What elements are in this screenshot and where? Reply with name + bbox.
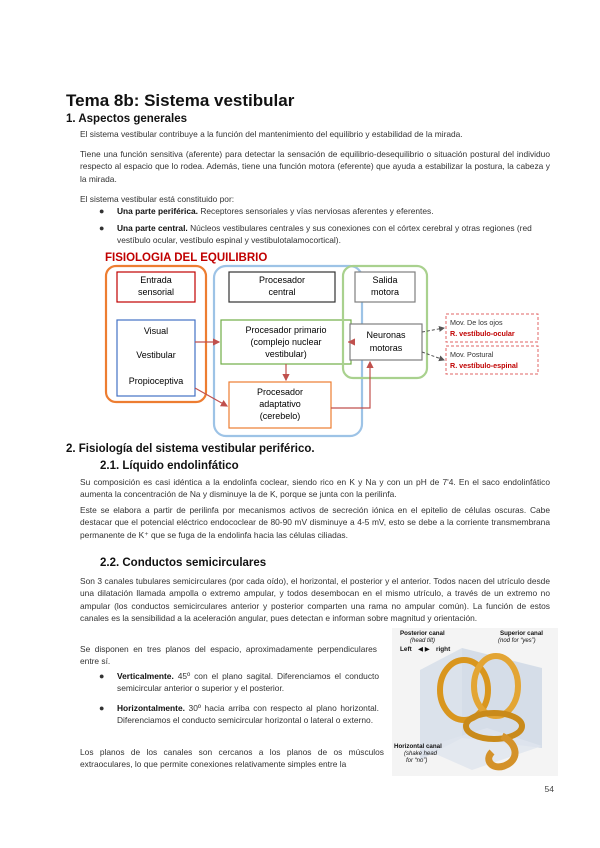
posterior-canal-label: Posterior canal bbox=[400, 630, 445, 637]
bullet-dot-icon: ● bbox=[99, 703, 105, 713]
entrada-label: Entrada bbox=[140, 275, 172, 285]
section-1-paragraph-3: El sistema vestibular está constituido por: bbox=[80, 194, 235, 204]
neuronas-label: motoras bbox=[369, 343, 403, 353]
bullet-bold: Verticalmente. bbox=[117, 671, 174, 681]
subsection-2-1-paragraph-2: Este se elabora a partir de perilinfa por mecanismos activos de secreción iónica en el epitelio de células oscuras. Cabe destacar que el potencial eléctrico endococlear de 80-90 mV disminuye a 4-5 mV, esto se debe a la corriente transmembrana permanente de K⁺ que se fuga de la endolinfa hacia las células ciliadas. bbox=[80, 505, 550, 540]
bullet-text: 45º con el plano sagital. Diferenciamos el conducto semicircular anterior o superior y el posterior. bbox=[117, 671, 379, 694]
input-propioceptiva: Propioceptiva bbox=[128, 376, 184, 386]
subsection-2-2-paragraph-2: Se disponen en tres planos del espacio, aproximadamente perpendiculares entre sí. bbox=[80, 644, 377, 667]
bullet-item bbox=[99, 702, 379, 727]
output-espinal-line2: R. vestíbulo-espinal bbox=[450, 361, 518, 370]
bullet-item bbox=[99, 205, 547, 217]
section-2-heading: 2. Fisiología del sistema vestibular periférico. bbox=[66, 443, 315, 455]
output-ocular-line2: R. vestíbulo-ocular bbox=[450, 329, 515, 338]
horizontal-canal-sublabel: for “no”) bbox=[406, 758, 428, 764]
bullet-item bbox=[99, 670, 379, 695]
salida-label: motora bbox=[370, 287, 400, 297]
arrow-neurons-ocular bbox=[422, 328, 444, 332]
subsection-2-1-paragraph-1: Su composición es casi idéntica a la endolinfa coclear, siendo rico en K y Na y con un pH de 7'4. En el saco endolinfático aumenta la concentración de Na y disminuye la de K, porque se junta con la perilinfa. bbox=[80, 477, 550, 500]
input-vestibular: Vestibular bbox=[136, 350, 176, 360]
horizontal-canal-label: Horizontal canal bbox=[394, 743, 442, 750]
equilibrium-diagram bbox=[100, 248, 545, 438]
output-ocular-line1: Mov. De los ojos bbox=[450, 318, 503, 327]
arrow-neurons-espinal bbox=[422, 352, 444, 360]
semicircular-canals-figure bbox=[392, 628, 558, 776]
right-label: right bbox=[436, 646, 451, 653]
bullet-dot-icon: ● bbox=[99, 206, 105, 216]
bullet-dot-icon: ● bbox=[99, 671, 105, 681]
output-espinal-line1: Mov. Postural bbox=[450, 350, 494, 359]
arrow-input-adaptive bbox=[195, 388, 227, 406]
section-1-paragraph-1: El sistema vestibular contribuye a la función del mantenimiento del equilibrio y estabilidad de la mirada. bbox=[80, 129, 463, 139]
horizontal-canal-sublabel: (shake head bbox=[404, 751, 438, 757]
procesador-central-label: central bbox=[268, 287, 296, 297]
neuronas-label: Neuronas bbox=[366, 330, 406, 340]
bullet-bold: Una parte central. bbox=[117, 223, 188, 233]
page-number: 54 bbox=[544, 784, 554, 794]
posterior-canal-sublabel: (head tilt) bbox=[410, 638, 436, 644]
procesador-adaptativo-label: adaptativo bbox=[259, 399, 301, 409]
entrada-label: sensorial bbox=[137, 287, 175, 297]
section-1-heading: 1. Aspectos generales bbox=[66, 113, 188, 125]
superior-canal-sublabel: (nod for “yes”) bbox=[498, 638, 536, 644]
bullet-bold: Horizontalmente. bbox=[117, 703, 185, 713]
bullet-bold: Una parte periférica. bbox=[117, 206, 198, 216]
procesador-adaptativo-label: Procesador bbox=[256, 387, 304, 397]
input-visual: Visual bbox=[143, 326, 169, 336]
subsection-2-2-heading: 2.2. Conductos semicirculares bbox=[100, 557, 267, 569]
left-right-arrow-icon: ◀ ▶ bbox=[418, 646, 430, 653]
procesador-primario-label: (complejo nuclear bbox=[250, 337, 322, 347]
procesador-adaptativo-label: (cerebelo) bbox=[259, 411, 301, 421]
section-1-paragraph-2: Tiene una función sensitiva (aferente) para detectar la sensación de equilibrio-desequilibrio o situación postural del individuo respecto al espacio que lo rodea. Además, tiene una función motora (eferente) que ayuda a estabilizar la postura, la cabeza y la mirada. bbox=[80, 149, 550, 184]
procesador-central-label: Procesador bbox=[258, 275, 306, 285]
bullet-text: Receptores sensoriales y vías nerviosas aferentes y eferentes. bbox=[198, 206, 434, 216]
page-title: Tema 8b: Sistema vestibular bbox=[66, 91, 295, 110]
procesador-primario-label: Procesador primario bbox=[245, 325, 327, 335]
subsection-2-2-paragraph-1: Son 3 canales tubulares semicirculares (por cada oído), el horizontal, el posterior y el anterior. Todos nacen del utrículo desde una dilatación llamada ampolla o extremo ampular, y todos desembocan en el mismo utrículo, a través de un extremo no ampular (los conductos semicirculares anterior y posterior comparten una rama no ampular común). La función de estos canales es la sensibilidad a la aceleración angular, pues detectan e informan sobre magnitud y orientación. bbox=[80, 576, 550, 624]
subsection-2-2-paragraph-3: Los planos de los canales son cercanos a los planos de os músculos extraoculares, lo que permite conexiones relativamente simples entre la bbox=[80, 747, 384, 770]
bullet-item bbox=[99, 222, 547, 247]
arrow-adaptive-neurons bbox=[331, 362, 370, 408]
bullet-text: Núcleos vestibulares centrales y sus conexiones con el córtex cerebral y otras regiones (red vestíbulo ocular, vestíbulo espinal y vestibulotalamocortical). bbox=[117, 223, 532, 246]
bullet-text: 30º hacia arriba con respecto al plano horizontal. Diferenciamos el conducto semicircular horizontal o lateral o externo. bbox=[117, 703, 379, 726]
procesador-primario-label: vestibular) bbox=[265, 349, 307, 359]
diagram-title: FISIOLOGIA DEL EQUILIBRIO bbox=[105, 252, 268, 264]
salida-label: Salida bbox=[372, 275, 398, 285]
subsection-2-1-heading: 2.1. Líquido endolinfático bbox=[100, 460, 239, 472]
superior-canal-label: Superior canal bbox=[500, 630, 543, 637]
bullet-dot-icon: ● bbox=[99, 223, 105, 233]
left-label: Left bbox=[400, 646, 412, 653]
